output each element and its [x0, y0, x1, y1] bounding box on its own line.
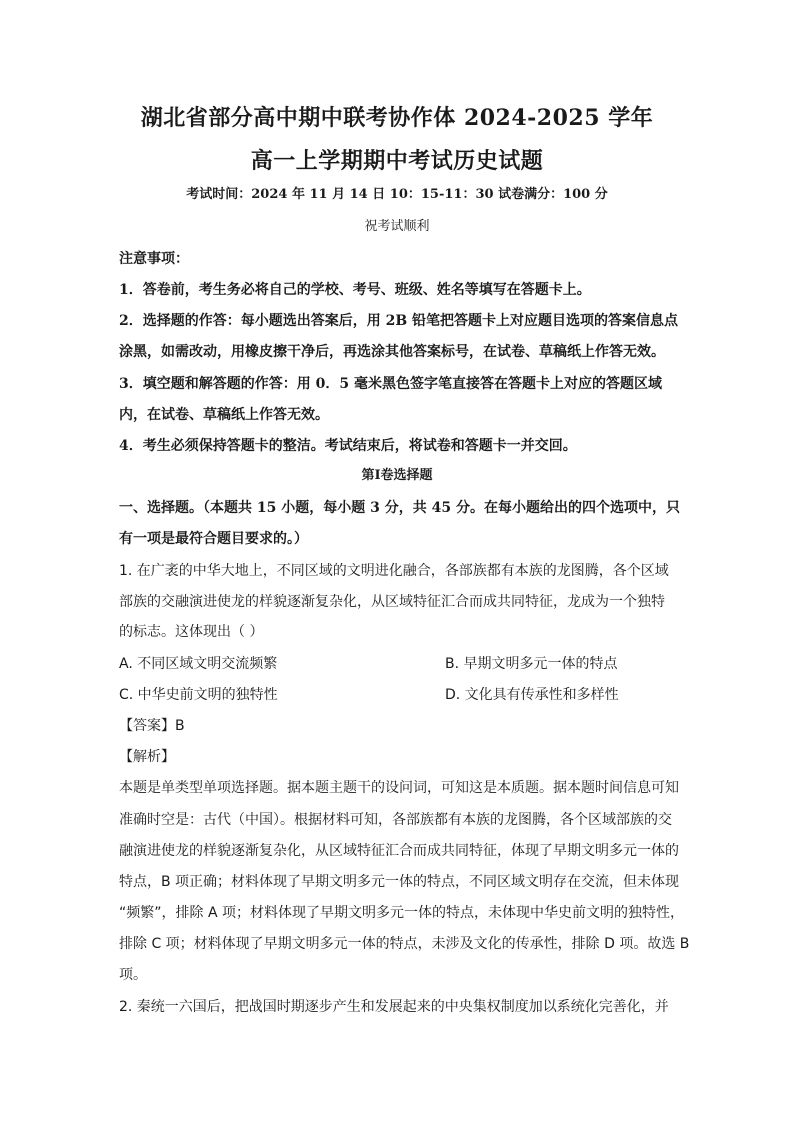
question-1-stem-2: 部族的交融演进使龙的样貌逐渐复杂化，从区域特征汇合而成共同特征，龙成为一个独特: [119, 594, 665, 610]
question-1-analysis-line-3: 融演进使龙的样貌逐渐复杂化，从区域特征汇合而成共同特征，体现了早期文明多元一体的: [119, 843, 679, 859]
question-1-analysis-line-7: 项。: [119, 967, 147, 983]
question-1-option-b: B. 早期文明多元一体的特点: [445, 656, 618, 672]
notice-item-1: 1．答卷前，考生务必将自己的学校、考号、班级、姓名等填写在答题卡上。: [119, 282, 591, 298]
exam-title-line-1: 湖北省部分高中期中联考协作体 2024-2025 学年: [140, 105, 654, 131]
section-title: 第Ⅰ卷选择题: [361, 468, 433, 483]
section-instruction-2: 有一项是最符合题目要求的。）: [119, 531, 308, 547]
notice-item-2-cont: 涂黑，如需改动，用橡皮擦干净后，再选涂其他答案标号，在试卷、草稿纸上作答无效。: [119, 344, 665, 360]
question-1-answer: 【答案】B: [119, 718, 185, 734]
question-1-analysis-line-4: 特点，B 项正确；材料体现了早期文明多元一体的特点，不同区域文明存在交流，但未体现: [119, 874, 680, 890]
notice-item-4: 4．考生必须保持答题卡的整洁。考试结束后，将试卷和答题卡一并交回。: [119, 438, 577, 454]
good-luck-text: 祝考试顺利: [364, 219, 430, 234]
notice-heading: 注意事项：: [119, 251, 189, 267]
question-1-option-a: A. 不同区域文明交流频繁: [119, 656, 278, 672]
question-2-stem-1: 2. 秦统一六国后，把战国时期逐步产生和发展起来的中央集权制度加以系统化完善化，并: [119, 999, 669, 1015]
question-1-analysis-heading: 【解析】: [119, 749, 175, 765]
question-1-option-c: C. 中华史前文明的独特性: [119, 687, 278, 703]
question-1-analysis-line-1: 本题是单类型单项选择题。据本题主题干的设问词，可知这是本质题。据本题时间信息可知: [119, 780, 679, 796]
exam-title-line-2: 高一上学期期中考试历史试题: [250, 148, 544, 174]
exam-info: 考试时间：2024 年 11 月 14 日 10：15-11：30 试卷满分：100 分: [186, 187, 608, 202]
question-1-analysis-line-5: “频繁”，排除 A 项；材料体现了早期文明多元一体的特点，未体现中华史前文明的独特性，: [119, 905, 684, 921]
question-1-analysis-line-6: 排除 C 项；材料体现了早期文明多元一体的特点，未涉及文化的传承性，排除 D 项。故选 B: [119, 936, 690, 952]
question-1-stem-3: 的标志。这体现出（ ）: [119, 624, 264, 640]
notice-item-3-cont: 内，在试卷、草稿纸上作答无效。: [119, 407, 329, 423]
question-1-analysis-line-2: 准确时空是：古代（中国）。根据材料可知，各部族都有本族的龙图腾，各个区域部族的交: [119, 812, 672, 828]
question-1-stem-1: 1. 在广袤的中华大地上，不同区域的文明进化融合，各部族都有本族的龙图腾，各个区域: [119, 563, 669, 579]
notice-item-2: 2．选择题的作答：每小题选出答案后，用 2B 铅笔把答题卡上对应题目选项的答案信息点: [119, 313, 679, 329]
question-1-option-d: D. 文化具有传承性和多样性: [445, 687, 619, 703]
notice-item-3: 3．填空题和解答题的作答：用 0．5 毫米黑色签字笔直接答在答题卡上对应的答题区域: [119, 376, 662, 392]
section-instruction-1: 一、选择题。（本题共 15 小题，每小题 3 分，共 45 分。在每小题给出的四个选项中，只: [119, 500, 680, 516]
